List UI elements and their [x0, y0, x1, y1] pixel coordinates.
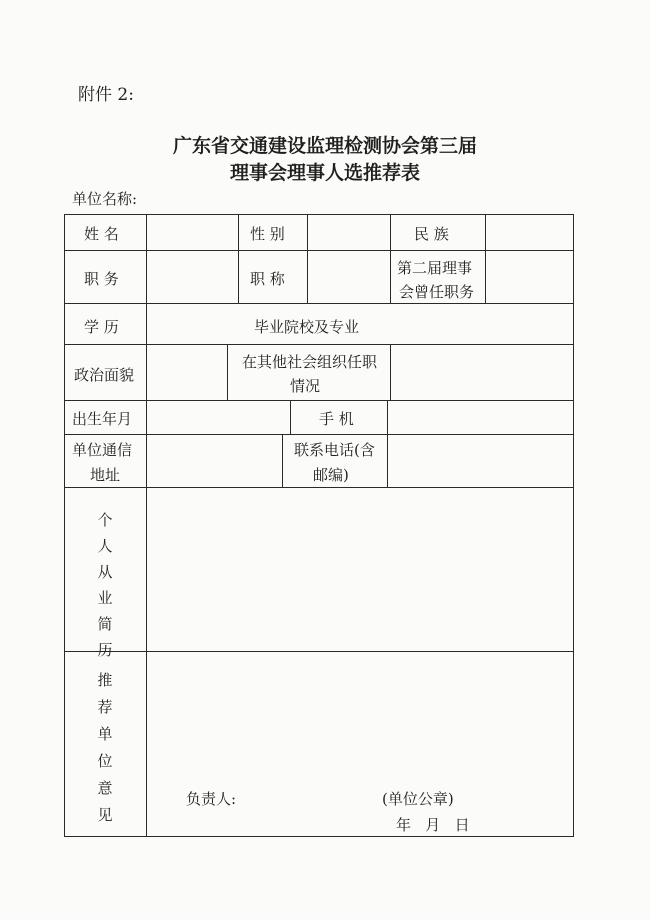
address-label-line2: 地址	[90, 466, 121, 484]
recommendation-form-table	[64, 214, 574, 837]
column-divider	[485, 214, 486, 303]
form-title-line2: 理事会理事人选推荐表	[229, 162, 420, 184]
birth-date-label: 出生年月	[72, 410, 133, 428]
column-divider	[227, 344, 228, 400]
professional-title-label: 职 称	[250, 270, 285, 288]
row-divider	[64, 303, 574, 304]
other-org-role-label-line1: 在其他社会组织任职	[242, 353, 378, 371]
contact-phone-label-line1: 联系电话(含	[294, 441, 375, 459]
opinion-label-char: 单	[97, 725, 113, 743]
education-label: 学 历	[84, 318, 119, 336]
school-major-label: 毕业院校及专业	[254, 318, 360, 336]
unit-seal-label: (单位公章)	[382, 790, 454, 808]
table-border-left	[64, 214, 65, 837]
other-org-role-label-line2: 情况	[290, 377, 321, 395]
column-divider	[387, 400, 388, 487]
opinion-label-char: 荐	[97, 698, 113, 716]
resume-label-char: 从	[97, 563, 113, 581]
row-divider	[64, 250, 574, 251]
form-title-line1: 广东省交通建设监理检测协会第三届	[172, 135, 477, 157]
responsible-person-label: 负责人:	[186, 790, 237, 808]
resume-label-char: 简	[97, 615, 113, 633]
row-divider	[64, 400, 574, 401]
mobile-label: 手 机	[319, 410, 354, 428]
column-divider	[290, 400, 291, 434]
table-border-top	[64, 214, 574, 215]
column-divider	[238, 214, 239, 303]
table-border-right	[573, 214, 574, 837]
opinion-label-char: 位	[97, 752, 113, 770]
row-divider	[64, 651, 574, 652]
date-label: 年 月 日	[396, 816, 470, 834]
prev-council-role-label-line1: 第二届理事	[397, 259, 473, 277]
table-border-bottom	[64, 836, 574, 837]
resume-label-char: 业	[97, 589, 113, 607]
resume-label-char: 人	[97, 537, 113, 555]
opinion-label-char: 见	[97, 806, 113, 824]
political-status-label: 政治面貌	[74, 366, 135, 384]
row-divider	[64, 344, 574, 345]
column-divider	[307, 214, 308, 303]
prev-council-role-label-line2: 会曾任职务	[399, 283, 475, 301]
column-divider	[390, 344, 391, 400]
opinion-label	[93, 667, 117, 829]
resume-label-char: 历	[97, 641, 113, 659]
gender-label: 性 别	[250, 225, 285, 243]
resume-label	[93, 507, 117, 663]
row-divider	[64, 487, 574, 488]
resume-label-char: 个	[97, 511, 113, 529]
contact-phone-label-line2: 邮编)	[313, 466, 349, 484]
opinion-label-char: 意	[97, 779, 113, 797]
attachment-label: 附件 2:	[78, 85, 134, 105]
position-label: 职 务	[84, 270, 119, 288]
column-divider	[390, 214, 391, 303]
label-column-divider	[146, 214, 147, 837]
ethnicity-label: 民 族	[414, 225, 449, 243]
address-label-line1: 单位通信	[72, 441, 133, 459]
name-label: 姓 名	[84, 225, 119, 243]
opinion-label-char: 推	[97, 671, 113, 689]
unit-name-label: 单位名称:	[72, 190, 138, 208]
row-divider	[64, 434, 574, 435]
column-divider	[282, 434, 283, 487]
